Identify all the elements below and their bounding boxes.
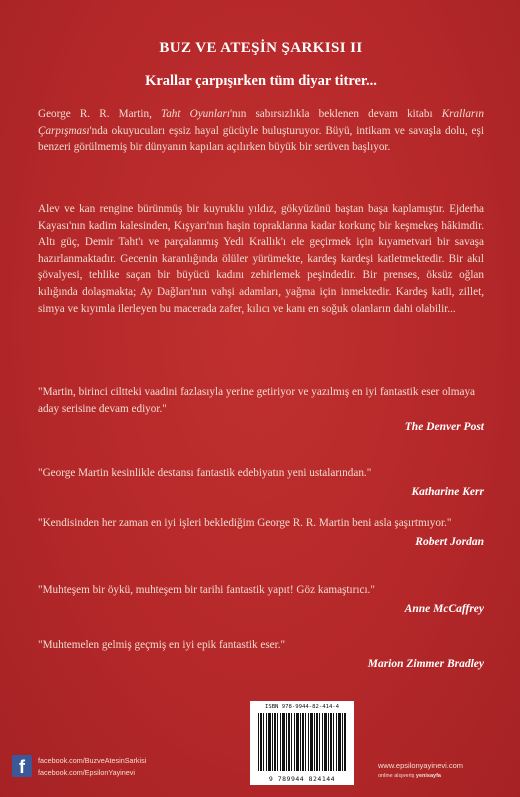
quote-author: Robert Jordan (415, 535, 484, 548)
intro-text-b: 'nın sabırsızlıkla beklenen devam kitabı (230, 108, 442, 120)
publisher-online-shop (378, 773, 441, 779)
quote-text: "Martin, birinci ciltteki vaadini fazlasıyla yerine getiriyor ve yazılmış en iyi fantastik eser olmaya aday serisine devam ediyor." (38, 386, 476, 415)
review-quote (38, 515, 484, 550)
barcode-digits: 9 789944 824144 (268, 775, 336, 783)
quote-text: "George Martin kesinlikle destansı fantastik edebiyatın yeni ustalarından." (38, 467, 372, 479)
facebook-link-publisher[interactable]: facebook.com/EpsilonYayinevi (38, 768, 135, 777)
series-title: BUZ VE ATEŞİN ŞARKISI II (159, 40, 363, 56)
synopsis-paragraph: Alev ve kan rengine bürünmüş bir kuyruklu yıldız, gökyüzünü baştan başa kaplamıştır. Ejderha Kayası'nın kadim kalesinden, Kışyarı'nın haşin topraklarına kadar korkunç bir keşmekeş hâkimdir. Altı güç, Demir Taht'ı ve parçalanmış Yedi Krallık'ı ele geçirmek için kıyametvari bir savaşa hazırlanmaktadır. Gecenin karanlığında ölüler yürümekte, kardeş kardeşi katletmektedir. Bir akıl şövalyesi, tehlike saçan bir büyücü kadını zehirlemek peşindedir. Bir prenses, öksüz oğlan kılığında dolaşmakta; Ay Dağları'nın vahşi adamları, yağma için inmektedir. Kardeş katli, zillet, simya ve kıyımla ilerleyen bu macerada zafer, kılıcı ve kanı en soğuk olanların dahi olabilir... (38, 203, 484, 315)
book-title-2: Kralların Çarpışması (38, 108, 484, 137)
intro-paragraph (38, 106, 484, 156)
tagline: Krallar çarpışırken tüm diyar titrer... (145, 73, 377, 89)
barcode (250, 701, 354, 785)
facebook-icon: f (12, 755, 32, 777)
review-quote (38, 637, 484, 672)
publisher-url[interactable]: www.epsilonyayinevi.com (378, 761, 464, 770)
review-quote (38, 582, 484, 617)
review-quote (38, 384, 484, 436)
quote-author: Anne McCaffrey (404, 602, 484, 615)
quote-text: "Muhtemelen gelmiş geçmiş en iyi epik fantastik eser." (38, 639, 286, 651)
facebook-link-series[interactable]: facebook.com/BuzveAtesinSarkisi (38, 756, 147, 765)
quote-text: "Muhteşem bir öykü, muhteşem bir tarihi fantastik yapıt! Göz kamaştırıcı." (38, 584, 375, 596)
intro-text-a: George R. R. Martin, (38, 108, 161, 120)
back-cover (19, 0, 484, 797)
quote-author: Katharine Kerr (411, 485, 484, 498)
book-title-1: Taht Oyunları (161, 108, 231, 120)
isbn-text: ISBN 978-9944-82-414-4 (264, 704, 340, 710)
review-quote (38, 465, 484, 500)
barcode-bars (258, 713, 346, 771)
quote-author: Marion Zimmer Bradley (367, 657, 484, 670)
quote-author: The Denver Post (404, 421, 484, 434)
intro-text-c: 'nda okuyucuları eşsiz hayal gücüyle buluşturuyor. Büyü, intikam ve savaşla dolu, eşi benzeri görülmemiş bir dünyanın kapıları açılırken büyük bir serüven başlıyor. (38, 124, 484, 154)
quote-text: "Kendisinden her zaman en iyi işleri beklediğim George R. R. Martin beni asla şaşırtmıyor." (38, 517, 452, 529)
facebook-links (38, 755, 146, 779)
online-shop-label: online alışveriş (378, 773, 415, 779)
online-shop-site[interactable]: yenisayfa (415, 773, 441, 779)
